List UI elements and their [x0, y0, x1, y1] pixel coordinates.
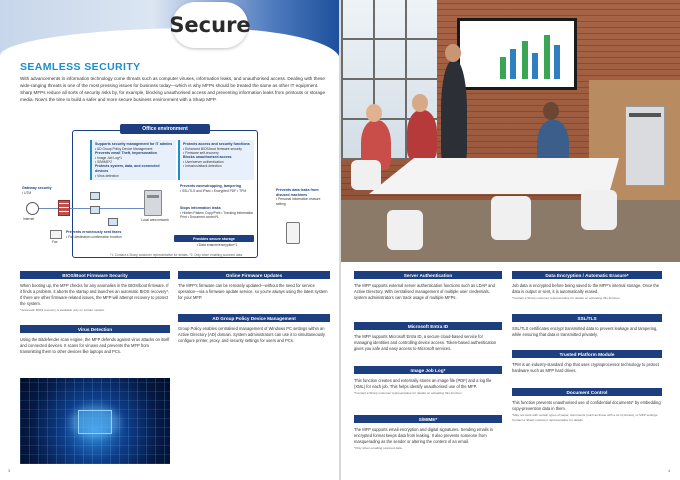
management-heading: Supports security management for IT admins — [95, 142, 173, 146]
job-log-section — [354, 366, 502, 396]
job-log-body: This function creates and externally stores an image file (PDF) and a log file (XML) for each job. This helps identify unauthorised use of the MFP. — [354, 378, 492, 390]
management-item: Protects system, data, and connected devices — [95, 164, 160, 173]
management-item: Prevents email Theft, Impersonation — [95, 151, 157, 155]
page-number-left: 3 — [8, 468, 11, 473]
section-title: SEAMLESS SECURITY — [20, 61, 141, 73]
smime-title: S/MIME* — [354, 415, 502, 423]
gpo-title: AD Group Policy Device Management — [178, 314, 330, 322]
badge-label: Secure — [169, 13, 251, 37]
virus-title: Virus Detection — [20, 325, 170, 333]
protection-item: • Intrusion/attack detection — [183, 164, 222, 169]
presenter — [441, 60, 467, 170]
management-item: • Virus detection — [95, 173, 119, 178]
cyber-security-image — [20, 378, 170, 464]
misdelivery-items: • Fax destination confirmation function — [66, 234, 122, 239]
wall-display — [457, 18, 577, 90]
firmware-body: The MFP's firmware can be remotely updated—without the need for service operation—via a firmware update service, so you're always using the latest system for your MFP. — [178, 283, 328, 301]
misdelivery-heading: Prevents erroneously sent faxes — [66, 230, 122, 234]
entra-body: The MFP supports Microsoft Entra ID, a secure cloud-based service for managing identities and controlling device access. Token-based authentication gives you safe and easy access to Microsoft services. — [354, 334, 497, 352]
ssl-section — [512, 314, 662, 338]
encryption-title: Data Encryption / Automatic Erasure* — [512, 271, 662, 279]
storage-items: • Data erasure/encryption*1 — [196, 243, 238, 247]
mfp-printer — [625, 106, 665, 186]
chip-icon — [78, 410, 112, 434]
office-environment-label: Office environment — [120, 124, 210, 134]
management-item: • AD Group Policy Device Management — [95, 146, 153, 151]
management-item: • S/MIME*2 — [95, 160, 112, 164]
job-log-note: *Contact a Sharp customer representative for details on activating this function. — [354, 391, 463, 396]
disposal-items: • Personal information erasure setting — [276, 197, 321, 206]
gpo-body: Group Policy enables centralised management of Windows PC settings within an Active Directory (AD) domain. System administrators can use it to simultaneously configure printer, proxy, and security settings for users and PCs. — [178, 326, 325, 344]
protection-item: Blocks unauthorised access — [183, 155, 232, 160]
connector-line — [70, 208, 144, 209]
virus-section — [20, 325, 170, 355]
diagram-footnote: *1: Contact a Sharp customer representative for details. *2: Only when emailing scanned data. — [110, 253, 243, 257]
page-number-right: 4 — [668, 468, 671, 473]
doc-control-section — [512, 388, 662, 422]
storage-banner: Provides secure storage — [174, 235, 254, 242]
protection-box — [178, 140, 254, 180]
office-meeting-photo — [341, 0, 680, 262]
tpm-title: Trusted Platform Module — [512, 350, 662, 358]
protection-item: • Firmware self-recovery — [183, 151, 219, 155]
disused-mfp-icon — [286, 222, 300, 244]
fax-misdelivery-block — [66, 230, 166, 239]
server-auth-section — [354, 271, 502, 301]
tpm-section — [512, 350, 662, 374]
disposal-block — [276, 188, 328, 206]
doc-control-body: This function prevents unauthorised use of confidential documents* by embedding copy-prevention data in them. — [512, 400, 661, 412]
protection-item: • Enhanced BIOS/boot firmware security — [183, 146, 242, 151]
intro-paragraph: With advancements in information technology come threats such as computer viruses, information leaks, and unauthorised access. Dealing with these wide-ranging threats is one of the most pressing issues for business today—which is why MFPs should be treated the same as other IT equipment. Sharp MFPs reduce all sorts of security risks by, for example, blocking unauthorised access and preventing information leaks from printouts or storage media. Now's the time to build a safer and more secure business environment with a Sharp MFP. — [20, 76, 326, 102]
eavesdrop-items: • SSL/TLS and IPsec • Encrypted PDF • TPM — [180, 188, 247, 193]
ssl-title: SSL/TLS — [512, 314, 662, 322]
gateway-item: • UTM — [22, 190, 32, 195]
internet-globe-icon — [26, 202, 39, 215]
pc-icon — [108, 218, 118, 226]
smime-body: The MFP supports email encryption and digital signatures. Sending emails in encrypted format keeps data from leaking. It also prevents someone from masquerading as the sender or altering the content of an email. — [354, 427, 493, 445]
firmware-title: Online Firmware Updates — [178, 271, 330, 279]
server-auth-title: Server Authentication — [354, 271, 502, 279]
bios-body: When booting up, the MFP checks for any anomalies in the BIOS/boot firmware. If it finds a problem, it aborts the startup and launches an automatic BIOS recovery*. If there are other firmware-related issues, the MFP will attempt recovery to protect the system. — [20, 283, 170, 307]
doc-control-title: Document Control — [512, 388, 662, 396]
disposal-heading: Prevents data leaks from disused machines — [276, 188, 319, 197]
bios-note: *Automatic BIOS recovery is available only on certain models. — [20, 308, 105, 313]
bios-section — [20, 271, 170, 313]
smime-section — [354, 415, 502, 451]
encryption-note: *Contact a Sharp customer representative for details on activating this function. — [512, 296, 621, 301]
doc-control-note: *May not work with certain types of paper, documents (such as those with a lot of photos), or MFP settings. Contact a Sharp customer representative for details. — [512, 413, 659, 422]
job-log-title: Image Job Log* — [354, 366, 502, 374]
fax-icon — [50, 230, 62, 239]
gateway-label — [22, 186, 66, 195]
server-auth-body: The MFP supports external server authentication functions such as LDAP and Active Directory. With centralised management of multiple user credentials, system administrators can track usage of multiple MFPs. — [354, 283, 495, 301]
encryption-section — [512, 271, 662, 301]
connector-line — [39, 208, 58, 209]
virus-body: Using the Bitdefender scan engine, the MFP defends against virus attacks on itself and connected devices. It scans for viruses and prevents the MFP from transmitting them to other devices like laptops and PCs. — [20, 337, 170, 355]
attendee — [407, 110, 437, 160]
lan-label: Local area network — [141, 218, 169, 222]
entra-title: Microsoft Entra ID — [354, 322, 502, 330]
smime-note: *Only when emailing scanned data. — [354, 446, 403, 451]
management-item: • Image Job Log*1 — [95, 155, 122, 160]
pc-icon — [90, 192, 100, 200]
eavesdrop-block — [180, 184, 256, 193]
entra-section — [354, 322, 502, 352]
gpo-section — [178, 314, 330, 344]
management-box — [90, 140, 176, 180]
gateway-heading: Gateway security — [22, 186, 52, 190]
mfp-icon — [144, 190, 162, 216]
firewall-icon — [58, 200, 70, 216]
ssl-body: SSL/TLS certificates encrypt transmitted data to prevent leakage and tampering, while ensuring that data is transmitted privately. — [512, 326, 658, 338]
pc-icon — [90, 206, 100, 214]
firmware-section — [178, 271, 330, 301]
eavesdrop-heading: Prevents eavesdropping, tampering — [180, 184, 242, 188]
protection-heading: Protects access and security functions — [183, 142, 250, 146]
protection-item: • User/server authentication — [183, 160, 224, 164]
security-diagram — [20, 122, 330, 262]
leak-heading: Stops information leaks — [180, 206, 221, 210]
leak-block — [180, 206, 256, 219]
encryption-body: Job data is encrypted before being saved to the MFP's internal storage. Once the data is output or sent, it is automatically erased. — [512, 283, 660, 295]
fax-label: Fax — [52, 240, 58, 244]
tpm-body: TPM is an industry-standard chip that uses cryptoprocessor technology to protect hardware such as MFP hard drives. — [512, 362, 659, 374]
secure-badge — [169, 2, 251, 48]
leak-items: • Hidden Pattern Copy/Print • Tracking Information Print • Document control*1 — [180, 210, 254, 219]
internet-label: Internet — [23, 217, 35, 221]
bios-title: BIOS/Boot Firmware Security — [20, 271, 170, 279]
